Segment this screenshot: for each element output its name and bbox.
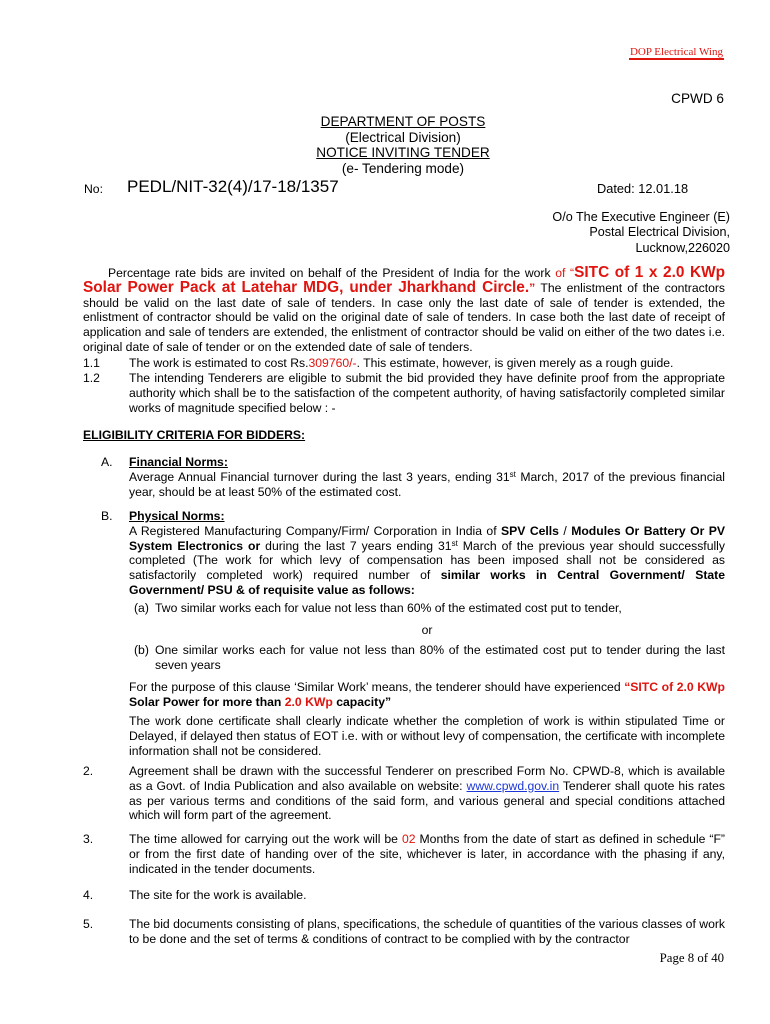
clause-3-text-b: Months from the date of start as defined in schedule “F” or from the first date of handing over of the site, whichever is later, in accordance with the phasing if any, indicated in the tender documents. xyxy=(129,832,725,876)
intro-enlistment-text: The enlistment of the contractors should be valid on the last date of sale of tenders. In case only the last date of sale of tender is extended, the enlistment of contractor should be valid on the original date of sale of tenders. In case both the last date of receipt of application and sale of tenders are extended, the enlistment of contractor should be valid on either of the two dates i.e. original date of sale of tender or on the extended date of sale of tenders. xyxy=(83,280,726,354)
clause-2-text-b: Tenderer shall quote his rates as per various terms and conditions of the said form, and various general and special conditions attached which will form part of the agreement. xyxy=(129,778,725,823)
clause-3-number: 3. xyxy=(83,832,94,846)
financial-text-a: Average Annual Financial turnover during the last 3 years, ending 31 xyxy=(129,469,510,484)
clause-3-text-a: The time allowed for carrying out the work will be xyxy=(129,832,402,846)
clause-2-number: 2. xyxy=(83,764,94,778)
office-line-1: O/o The Executive Engineer (E) xyxy=(552,210,730,224)
clause-1-2-number: 1.2 xyxy=(83,371,100,385)
intro-text: Percentage rate bids are invited on behalf of the President of India for the work xyxy=(108,266,556,280)
similar-work-red-1: “SITC of 2.0 KWp xyxy=(624,680,725,694)
completion-months: 02 xyxy=(401,832,416,846)
financial-text-b: March, 2017 of the previous financial year, should be at least 50% of the estimated cost. xyxy=(129,469,725,499)
intro-quote-close: ” xyxy=(529,280,541,295)
physical-text-2: / xyxy=(558,523,572,538)
similar-work-bold-2: capacity” xyxy=(332,694,392,709)
office-address xyxy=(552,210,730,256)
physical-bold-3: similar works in Central Government/ State Government/ PSU & of requisite value as follows: xyxy=(129,568,726,597)
estimated-cost: 309760/- xyxy=(308,356,357,370)
tender-mode: (e- Tendering mode) xyxy=(341,160,465,176)
financial-sup: st xyxy=(509,469,516,479)
or-separator: or xyxy=(421,623,433,637)
financial-letter: A. xyxy=(101,455,113,469)
intro-of: of “ xyxy=(555,266,575,280)
financial-norms xyxy=(129,455,725,499)
division-title: (Electrical Division) xyxy=(345,129,461,145)
notice-header xyxy=(0,114,770,176)
dop-electrical-wing-badge: DOP Electrical Wing xyxy=(629,46,723,58)
clause-2-text-a: Agreement shall be drawn with the successful Tenderer on prescribed Form No. CPWD-8, which is available as a Govt. of India Publication and also available on website: xyxy=(129,764,725,793)
physical-text-1: A Registered Manufacturing Company/Firm/ Corporation in India of xyxy=(129,523,502,538)
physical-bold-2: Modules Or Battery Or PV System Electronics or xyxy=(129,523,725,553)
clause-1-1-text-b: . This estimate, however, is given merely as a rough guide. xyxy=(356,356,674,370)
similar-work-bold-1: Solar Power for more than xyxy=(129,694,285,709)
dated: Dated: 12.01.18 xyxy=(597,181,689,196)
office-line-2: Postal Electrical Division, xyxy=(589,225,730,240)
physical-sup: st xyxy=(451,538,458,548)
intro-paragraph xyxy=(83,266,725,355)
clause-3 xyxy=(129,832,725,876)
physical-text-3: during the last 7 years ending 31 xyxy=(260,538,452,553)
form-code: CPWD 6 xyxy=(671,91,724,106)
ref-no-label: No: xyxy=(84,182,103,196)
page-number: Page 8 of 40 xyxy=(659,951,724,965)
clause-5: The bid documents consisting of plans, specifications, the schedule of quantities of the various classes of work to be done and the set of terms & conditions of contract to be complied with by the contractor xyxy=(129,917,725,946)
eligibility-heading: ELIGIBILITY CRITERIA FOR BIDDERS: xyxy=(83,428,306,442)
clause-1-1-text-a: The work is estimated to cost Rs. xyxy=(129,356,309,370)
option-b-text: One similar works each for value not less than 80% of the estimated cost put to tender during the last seven years xyxy=(155,643,725,672)
physical-text-4: March of the previous year should successfully completed (The work for which levy of compensation has been imposed shall not be considered as satisfactorily completed work) required number of xyxy=(129,538,725,583)
option-a-text: Two similar works each for value not less than 60% of the estimated cost put to tender, xyxy=(155,601,622,615)
clause-4-number: 4. xyxy=(83,888,94,902)
option-a-label: (a) xyxy=(134,601,149,615)
clause-4: The site for the work is available. xyxy=(129,888,307,902)
cpwd-website-link[interactable]: www.cpwd.gov.in xyxy=(466,778,560,793)
clause-1-1 xyxy=(129,356,725,371)
physical-letter: B. xyxy=(101,509,113,523)
work-done-certificate-text: The work done certificate shall clearly indicate whether the completion of work is within stipulated Time or Delayed, if delayed then status of EOT i.e. with or without levy of compensation, the certificate with incomplete information shall not be considered. xyxy=(129,714,725,758)
clause-2 xyxy=(129,764,725,823)
work-name-part-1: SITC of 1 x 2.0 KWp xyxy=(574,264,725,281)
department-title: DEPARTMENT OF POSTS xyxy=(320,114,486,129)
financial-norms-title: Financial Norms: xyxy=(129,455,228,469)
similar-work-definition xyxy=(129,680,725,710)
clause-1-1-number: 1.1 xyxy=(83,356,100,370)
physical-norms xyxy=(129,509,725,598)
physical-bold-1: SPV Cells xyxy=(501,523,559,538)
similar-work-text: For the purpose of this clause ‘Similar Work’ means, the tenderer should have experienced xyxy=(129,680,625,694)
clause-1-2: The intending Tenderers are eligible to submit the bid provided they have definite proof from the appropriate authority which shall be to the satisfaction of the competent authority, of having satisfactorily completed similar works of magnitude specified below : - xyxy=(129,371,725,415)
work-name-part-2: Solar Power Pack at Latehar MDG, under Jharkhand Circle. xyxy=(83,278,530,296)
ref-no-value: PEDL/NIT-32(4)/17-18/1357 xyxy=(127,177,339,196)
office-line-3: Lucknow,226020 xyxy=(635,240,730,255)
similar-work-red-2: 2.0 KWp xyxy=(284,694,333,709)
physical-norms-title: Physical Norms: xyxy=(129,509,225,523)
clause-5-number: 5. xyxy=(83,917,94,931)
notice-title: NOTICE INVITING TENDER xyxy=(316,145,490,161)
option-b-label: (b) xyxy=(134,643,149,657)
